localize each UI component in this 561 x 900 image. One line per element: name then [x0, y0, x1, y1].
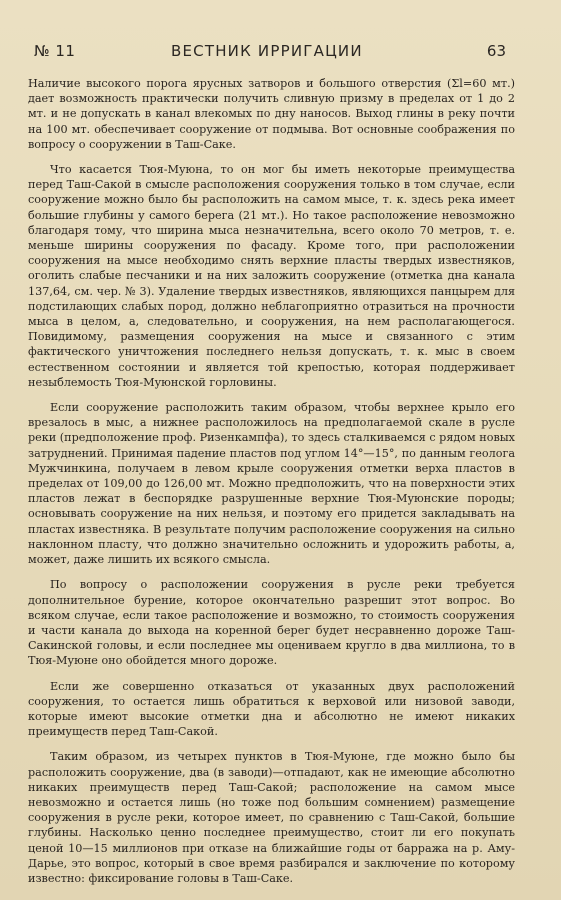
journal-title: ВЕСТНИК ИРРИГАЦИИ [171, 42, 363, 60]
issue-number: № 11 [34, 42, 76, 60]
paragraph-3: Если сооружение расположить таким образом, чтобы верхнее крыло его врезалось в мыс, а нижнее расположилось на предполагаемой скале в русле реки (предположение проф. Ризенкампфа), то здесь сталкиваемся с рядом новых затруднений. Принимая падение пластов под углом 14°—15°, по данным геолога Мужчинкина, получаем в левом крыле сооружения отметки верха пластов в пределах от 109,00 до 126,00 мт. Можно предположить, что на поверхности этих пластов лежат в беспорядке разрушенные верхние Тюя-Муюнские породы; основывать сооружение на них нельзя, и поэтому его придется закладывать на пластах известняка. В результате получим расположение сооружения на сильно наклонном пласту, что должно значительно осложнить и удорожить работы, а, может, даже лишить их всякого смысла. [28, 401, 515, 567]
paragraph-4: По вопросу о расположении сооружения в русле реки требуется дополнительное бурение, которое окончательно разрешит этот вопрос. Во всяком случае, если такое расположение и возможно, то стоимость сооружения и части канала до выхода на коренной берег будет несравненно дороже Таш-Сакинской головы, и если последнее мы оцениваем кругло в два миллиона, то в Тюя-Муюне оно обойдется много дороже. [28, 578, 515, 668]
page-number: 63 [486, 42, 506, 60]
paragraph-6: Таким образом, из четырех пунктов в Тюя-Муюне, где можно было бы расположить сооружение, два (в заводи)—отпадают, как не имеющие абсолютно никаких преимуществ перед Таш-Сакой; расположение на самом мысе невозможно и остается лишь (но тоже под большим сомнением) размещение сооружения в русле реки, которое имеет, по сравнению с Таш-Сакой, большие глубины. Насколько ценно последнее преимущество, стоит ли его покупать ценой 10—15 миллионов при отказе на ближайшие годы от барража на р. Аму-Дарье, это вопрос, который в свое время разбирался и заключение по которому известно: фиксирование головы в Таш-Саке. [28, 750, 515, 885]
paragraph-2: Что касается Тюя-Муюна, то он мог бы иметь некоторые преимущества перед Таш-Сакой в смысле расположения сооружения только в том случае, если сооружение можно было бы расположить на самом мысе, т. к. здесь река имеет большие глубины у самого берега (21 мт.). Но такое расположение невозможно благодаря тому, что ширина мыса незначительна, всего около 70 метров, т. е. меньше ширины сооружения по фасаду. Кроме того, при расположении сооружения на мысе необходимо снять верхние пласты твердых известняков, оголить слабые песчаники и на них заложить сооружение (отметка дна канала 137,64, см. чер. № 3). Удаление твердых известняков, являющихся панцырем для подстилающих слабых пород, должно неблагоприятно отразиться на прочности мыса в целом, а, следовательно, и сооружения, на нем располагающегося. Повидимому, размещения сооружения на мысе и связанного с этим фактического уничтожения последнего нельзя допускать, т. к. мыс в своем естественном состоянии и является той крепостью, которая поддерживает незыблемость Тюя-Муюнской горловины. [28, 163, 515, 389]
paragraph-1: Наличие высокого порога ярусных затворов и большого отверстия (Σl=60 мт.) дает возможность практически получить сливную призму в пределах от 1 до 2 мт. и не допускать в канал влекомых по дну наносов. Выход глины в реку почти на 100 мт. обеспечивает сооружение от подмыва. Вот основные соображения по вопросу о сооружении в Таш-Саке. [28, 77, 515, 151]
paragraph-5: Если же совершенно отказаться от указанных двух расположений сооружения, то остается лишь обратиться к верховой или низовой заводи, которые имеют высокие отметки дна и абсолютно не имеют никаких преимуществ перед Таш-Сакой. [28, 679, 515, 739]
article-body [28, 76, 515, 885]
running-header [34, 42, 506, 64]
